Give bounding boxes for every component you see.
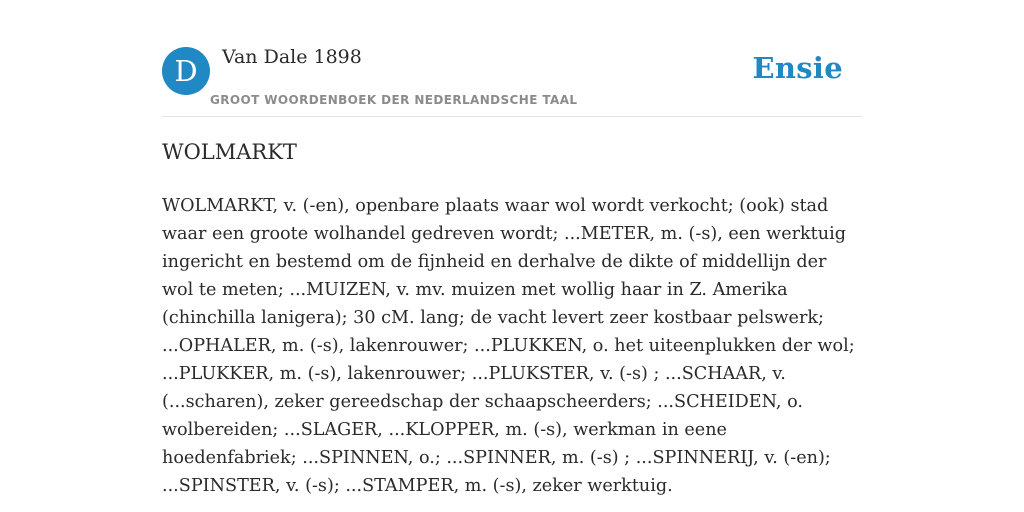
source-logo[interactable]: [162, 47, 210, 95]
source-subtitle: GROOT WOORDENBOEK DER NEDERLANDSCHE TAAL: [210, 93, 578, 107]
entry-definition: WOLMARKT, v. (-en), openbare plaats waar wol wordt verkocht; (ook) stad waar een groote wolhandel gedreven wordt; ...METER, m. (-s), een werktuig ingericht en bestemd om de fijnheid en derhalve de dikte of middellijn der wol te meten; ...MUIZEN, v. mv. muizen met wollig haar in Z. Amerika (chinchilla lanigera); 30 cM. lang; de vacht levert zeer kostbaar pelswerk; ...OPHALER, m. (-s), lakenrouwer; ...PLUKKEN, o. het uiteenplukken der wol; ...PLUKKER, m. (-s), lakenrouwer; ...PLUKSTER, v. (-s) ; ...SCHAAR, v. (...scharen), zeker gereedschap der schaapscheerders; ...SCHEIDEN, o. wolbereiden; ...SLAGER, ...KLOPPER, m. (-s), werkman in eene hoedenfabriek; ...SPINNEN, o.; ...SPINNER, m. (-s) ; ...SPINNERIJ, v. (-en); ...SPINSTER, v. (-s); ...STAMPER, m. (-s), zeker werktuig.: [162, 196, 855, 496]
ensie-brand-logo[interactable]: Ensie: [752, 51, 843, 85]
source-title-link[interactable]: Van Dale 1898: [222, 46, 362, 68]
source-header: [162, 0, 862, 117]
logo-letter: D: [174, 54, 198, 88]
entry-title: WOLMARKT: [162, 140, 297, 164]
dictionary-card: [162, 0, 862, 512]
